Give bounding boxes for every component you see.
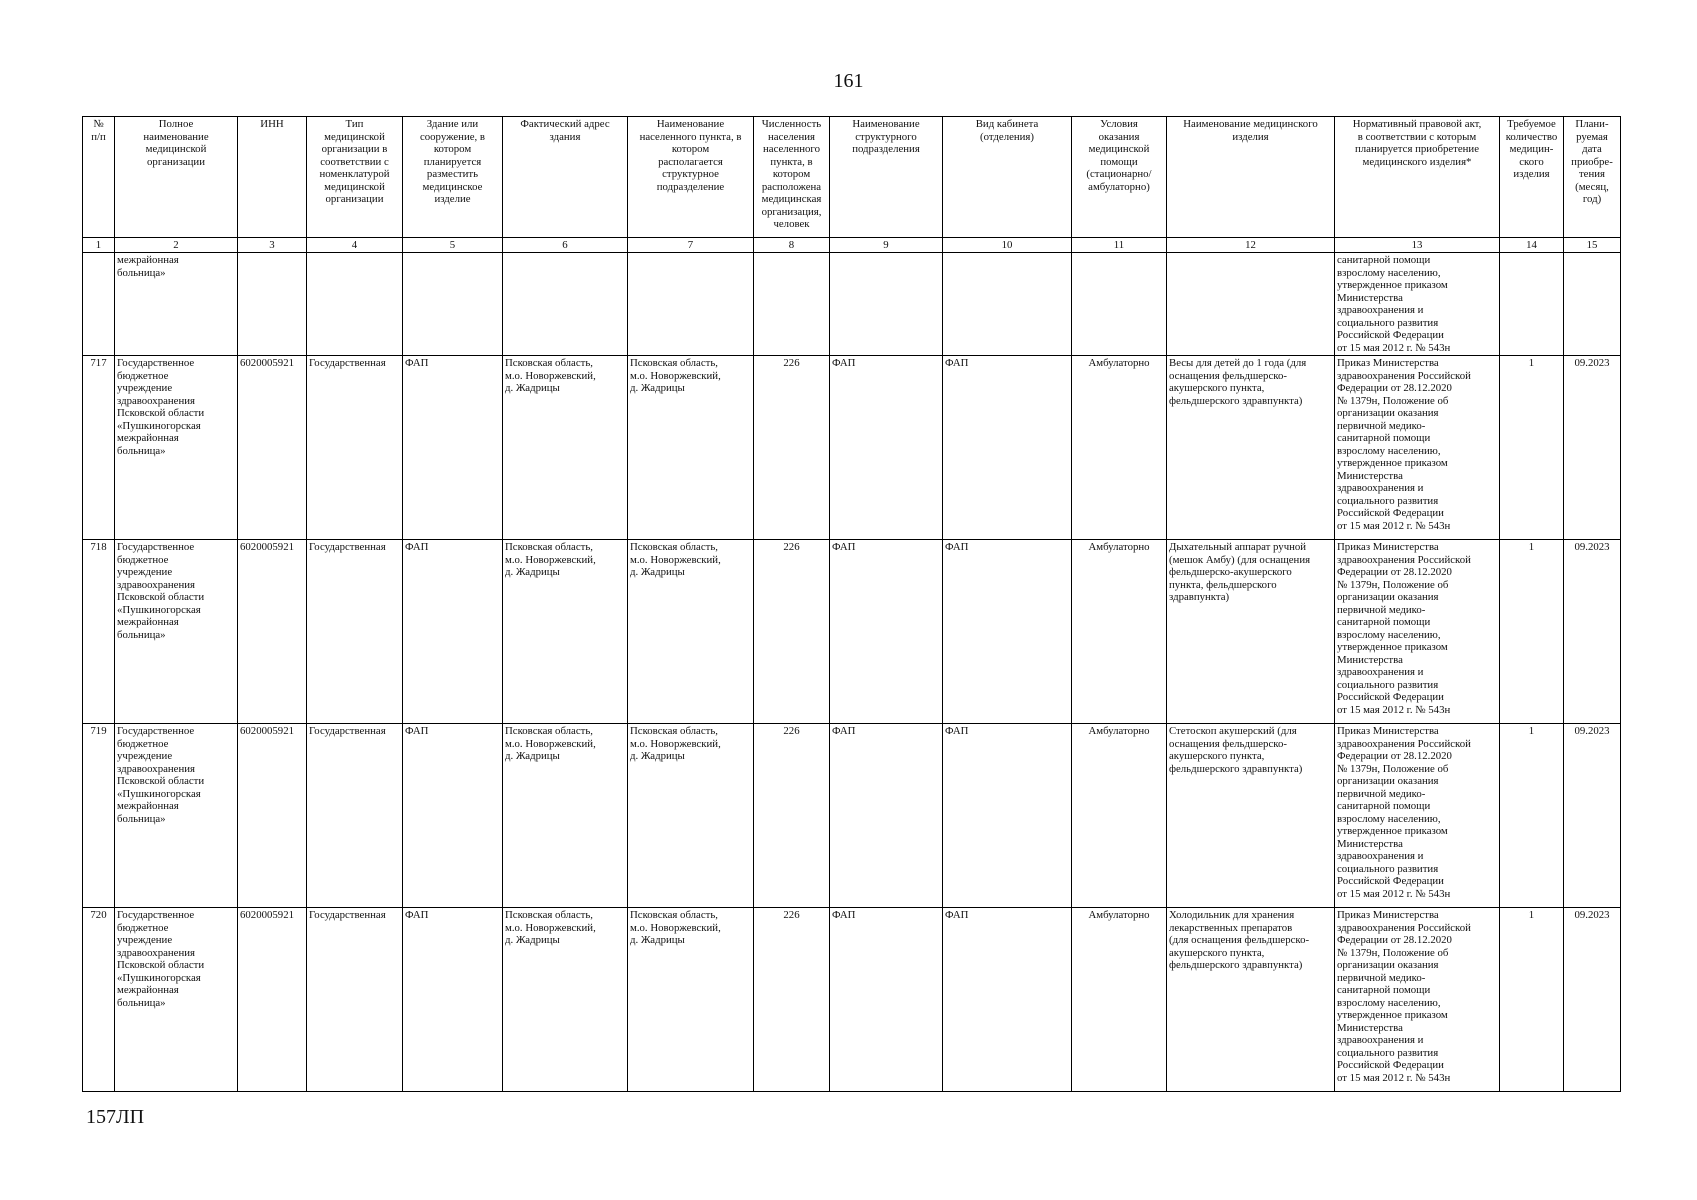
column-number: 4 [307,238,403,253]
cell-org: Государственное бюджетное учреждение здравоохранения Псковской области «Пушкиногорская межрайонная больница» [115,724,238,908]
cell-conditions [1072,253,1167,356]
cell-room: ФАП [943,724,1072,908]
page-number: 161 [833,70,864,92]
cell-type: Государственная [307,908,403,1092]
cell-type: Государственная [307,540,403,724]
cell-unit [830,253,943,356]
cell-population: 226 [754,908,830,1092]
cell-building: ФАП [403,356,503,540]
header-cell: Условия оказания медицинской помощи (стационарно/ амбулаторно) [1072,117,1167,238]
table-row [83,540,1621,724]
cell-settlement [628,253,754,356]
cell-date: 09.2023 [1564,540,1621,724]
cell-inn: 6020005921 [238,724,307,908]
cell-inn: 6020005921 [238,540,307,724]
cell-qty: 1 [1500,540,1564,724]
cell-conditions: Амбулаторно [1072,356,1167,540]
table-row [83,356,1621,540]
cell-device: Стетоскоп акушерский (для оснащения фельдшерско- акушерского пункта, фельдшерского здравпункта) [1167,724,1335,908]
cell-type [307,253,403,356]
document-code: 157ЛП [86,1106,145,1128]
cell-act: Приказ Министерства здравоохранения Российской Федерации от 28.12.2020 № 1379н, Положение об организации оказания первичной медико- санитарной помощи взрослому населению, утвержденное приказом Министерства здравоохранения и социального развития Российской Федерации от 15 мая 2012 г. № 543н [1335,724,1500,908]
header-cell: Тип медицинской организации в соответствии с номенклатурой медицинской организации [307,117,403,238]
cell-date: 09.2023 [1564,724,1621,908]
cell-population: 226 [754,356,830,540]
cell-building: ФАП [403,724,503,908]
cell-inn [238,253,307,356]
cell-num: 720 [83,908,115,1092]
cell-room [943,253,1072,356]
column-number: 12 [1167,238,1335,253]
cell-address: Псковская область, м.о. Новоржевский, д. Жадрицы [503,724,628,908]
header-cell: Требуемое количество медицин- ского изделия [1500,117,1564,238]
header-cell: ИНН [238,117,307,238]
cell-qty: 1 [1500,908,1564,1092]
cell-act: санитарной помощи взрослому населению, утвержденное приказом Министерства здравоохранения и социального развития Российской Федерации от 15 мая 2012 г. № 543н [1335,253,1500,356]
cell-num [83,253,115,356]
cell-population: 226 [754,724,830,908]
cell-device: Весы для детей до 1 года (для оснащения фельдшерско- акушерского пункта, фельдшерского здравпункта) [1167,356,1335,540]
cell-device: Дыхательный аппарат ручной (мешок Амбу) (для оснащения фельдшерско-акушерского пункта, фельдшерского здравпункта) [1167,540,1335,724]
cell-act: Приказ Министерства здравоохранения Российской Федерации от 28.12.2020 № 1379н, Положение об организации оказания первичной медико- санитарной помощи взрослому населению, утвержденное приказом Министерства здравоохранения и социального развития Российской Федерации от 15 мая 2012 г. № 543н [1335,540,1500,724]
header-cell: Нормативный правовой акт, в соответствии с которым планируется приобретение медицинского изделия* [1335,117,1500,238]
header-cell: Наименование населенного пункта, в котором располагается структурное подразделение [628,117,754,238]
header-cell: Плани- руемая дата приобре- тения (месяц, год) [1564,117,1621,238]
column-number: 8 [754,238,830,253]
cell-org: Государственное бюджетное учреждение здравоохранения Псковской области «Пушкиногорская межрайонная больница» [115,356,238,540]
cell-settlement: Псковская область, м.о. Новоржевский, д. Жадрицы [628,356,754,540]
continuation-row [83,253,1621,356]
cell-org: Государственное бюджетное учреждение здравоохранения Псковской области «Пушкиногорская межрайонная больница» [115,908,238,1092]
cell-unit: ФАП [830,724,943,908]
cell-unit: ФАП [830,356,943,540]
cell-org: межрайонная больница» [115,253,238,356]
cell-inn: 6020005921 [238,908,307,1092]
cell-type: Государственная [307,356,403,540]
cell-type: Государственная [307,724,403,908]
column-number: 13 [1335,238,1500,253]
cell-conditions: Амбулаторно [1072,724,1167,908]
cell-address: Псковская область, м.о. Новоржевский, д. Жадрицы [503,908,628,1092]
cell-qty: 1 [1500,356,1564,540]
cell-building: ФАП [403,908,503,1092]
header-cell: Численность населения населенного пункта, в котором расположена медицинская организация, человек [754,117,830,238]
cell-conditions: Амбулаторно [1072,540,1167,724]
column-number: 7 [628,238,754,253]
cell-room: ФАП [943,540,1072,724]
cell-room: ФАП [943,908,1072,1092]
cell-address: Псковская область, м.о. Новоржевский, д. Жадрицы [503,540,628,724]
header-cell: Вид кабинета (отделения) [943,117,1072,238]
header-cell: Полное наименование медицинской организации [115,117,238,238]
cell-device [1167,253,1335,356]
cell-population: 226 [754,540,830,724]
cell-room: ФАП [943,356,1072,540]
cell-address: Псковская область, м.о. Новоржевский, д. Жадрицы [503,356,628,540]
cell-device: Холодильник для хранения лекарственных препаратов (для оснащения фельдшерско- акушерского пункта, фельдшерского здравпункта) [1167,908,1335,1092]
cell-unit: ФАП [830,908,943,1092]
table-row [83,724,1621,908]
cell-act: Приказ Министерства здравоохранения Российской Федерации от 28.12.2020 № 1379н, Положение об организации оказания первичной медико- санитарной помощи взрослому населению, утвержденное приказом Министерства здравоохранения и социального развития Российской Федерации от 15 мая 2012 г. № 543н [1335,356,1500,540]
column-number-row [83,238,1621,253]
cell-settlement: Псковская область, м.о. Новоржевский, д. Жадрицы [628,540,754,724]
header-cell: Наименование медицинского изделия [1167,117,1335,238]
cell-conditions: Амбулаторно [1072,908,1167,1092]
header-cell: Наименование структурного подразделения [830,117,943,238]
cell-building: ФАП [403,540,503,724]
cell-num: 718 [83,540,115,724]
column-number: 9 [830,238,943,253]
header-cell: Здание или сооружение, в котором планируется разместить медицинское изделие [403,117,503,238]
table-row [83,908,1621,1092]
cell-settlement: Псковская область, м.о. Новоржевский, д. Жадрицы [628,724,754,908]
header-cell: № п/п [83,117,115,238]
cell-date: 09.2023 [1564,356,1621,540]
column-number: 11 [1072,238,1167,253]
column-number: 10 [943,238,1072,253]
header-row [83,117,1621,238]
column-number: 3 [238,238,307,253]
cell-org: Государственное бюджетное учреждение здравоохранения Псковской области «Пушкиногорская межрайонная больница» [115,540,238,724]
cell-population [754,253,830,356]
cell-qty [1500,253,1564,356]
cell-qty: 1 [1500,724,1564,908]
cell-num: 717 [83,356,115,540]
cell-num: 719 [83,724,115,908]
column-number: 1 [83,238,115,253]
cell-inn: 6020005921 [238,356,307,540]
column-number: 5 [403,238,503,253]
column-number: 6 [503,238,628,253]
header-cell: Фактический адрес здания [503,117,628,238]
column-number: 14 [1500,238,1564,253]
column-number: 15 [1564,238,1621,253]
cell-address [503,253,628,356]
cell-act: Приказ Министерства здравоохранения Российской Федерации от 28.12.2020 № 1379н, Положение об организации оказания первичной медико- санитарной помощи взрослому населению, утвержденное приказом Министерства здравоохранения и социального развития Российской Федерации от 15 мая 2012 г. № 543н [1335,908,1500,1092]
cell-date [1564,253,1621,356]
equipment-table [82,116,1621,1092]
cell-unit: ФАП [830,540,943,724]
column-number: 2 [115,238,238,253]
cell-date: 09.2023 [1564,908,1621,1092]
cell-building [403,253,503,356]
cell-settlement: Псковская область, м.о. Новоржевский, д. Жадрицы [628,908,754,1092]
